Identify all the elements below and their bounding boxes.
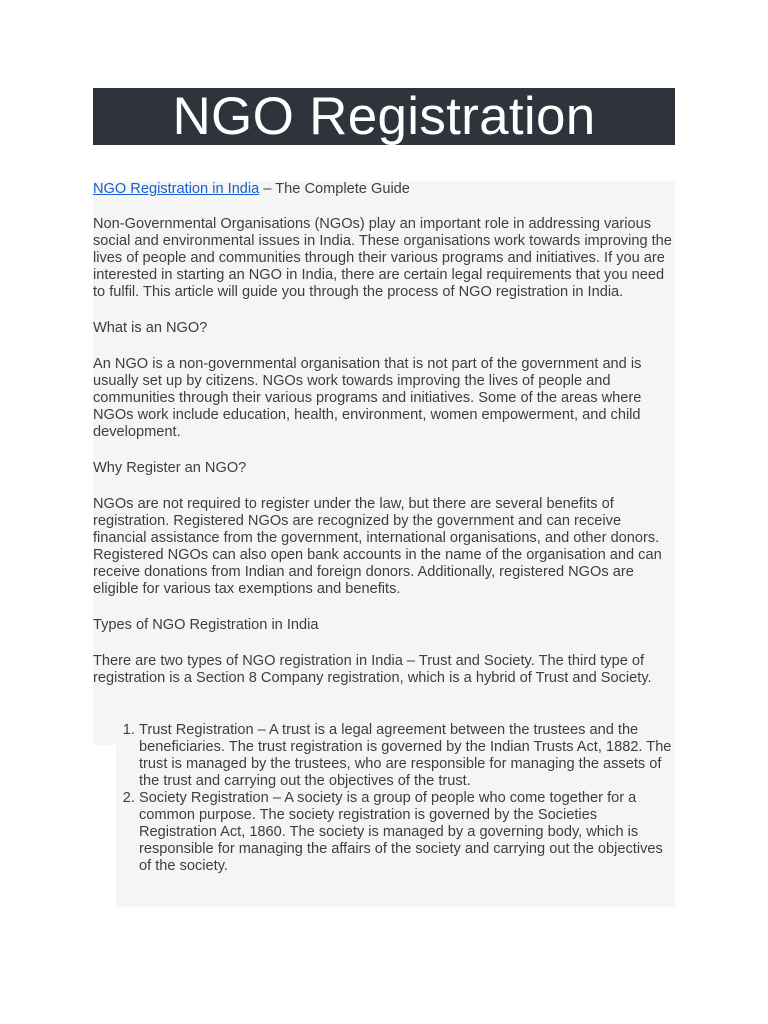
types-heading: Types of NGO Registration in India xyxy=(93,617,319,633)
intro-suffix: – The Complete Guide xyxy=(259,181,410,197)
what-paragraph: An NGO is a non-governmental organisation that is not part of the government and is usually set up by citizens. NGOs work towards improving the lives of people and communities through their various programs and initiatives. Some of the areas where NGOs work include education, health, environment, women empowerment, and child development. xyxy=(93,356,642,440)
why-paragraph: NGOs are not required to register under the law, but there are several benefits of registration. Registered NGOs are recognized by the government and can receive financial assistance from the government, international organisations, and other donors. Registered NGOs can also open bank accounts in the name of the organisation and can receive donations from Indian and foreign donors. Additionally, registered NGOs are eligible for various tax exemptions and benefits. xyxy=(93,496,662,597)
title-banner xyxy=(93,88,675,145)
list-item: 1. Trust Registration – A trust is a legal agreement between the trustees and the beneficiaries. The trust registration is governed by the Indian Trusts Act, 1882. The trust is managed by the trustees, who are responsible for managing the assets of the trust and carrying out the objectives of the trust. xyxy=(139,722,675,790)
types-paragraph: There are two types of NGO registration in India – Trust and Society. The third type of registration is a Section 8 Company registration, which is a hybrid of Trust and Society. xyxy=(93,653,652,686)
ngo-registration-link[interactable]: NGO Registration in India xyxy=(93,181,260,197)
intro-paragraph: Non-Governmental Organisations (NGOs) play an important role in addressing various social and environmental issues in India. These organisations work towards improving the lives of people and communities through their various programs and initiatives. If you are interested in starting an NGO in India, there are certain legal requirements that you need to fulfil. This article will guide you through the process of NGO registration in India. xyxy=(93,216,672,300)
intro-line xyxy=(93,181,675,198)
page-title: NGO Registration xyxy=(172,87,596,146)
list-item: 2. Society Registration – A society is a group of people who come together for a common purpose. The society registration is governed by the Societies Registration Act, 1860. The society is managed by a governing body, which is responsible for managing the affairs of the society and carrying out the objectives of the society. xyxy=(139,790,675,875)
what-heading: What is an NGO? xyxy=(93,320,208,336)
article-body xyxy=(93,181,675,875)
why-heading: Why Register an NGO? xyxy=(93,460,247,476)
registration-types-list xyxy=(93,722,675,875)
